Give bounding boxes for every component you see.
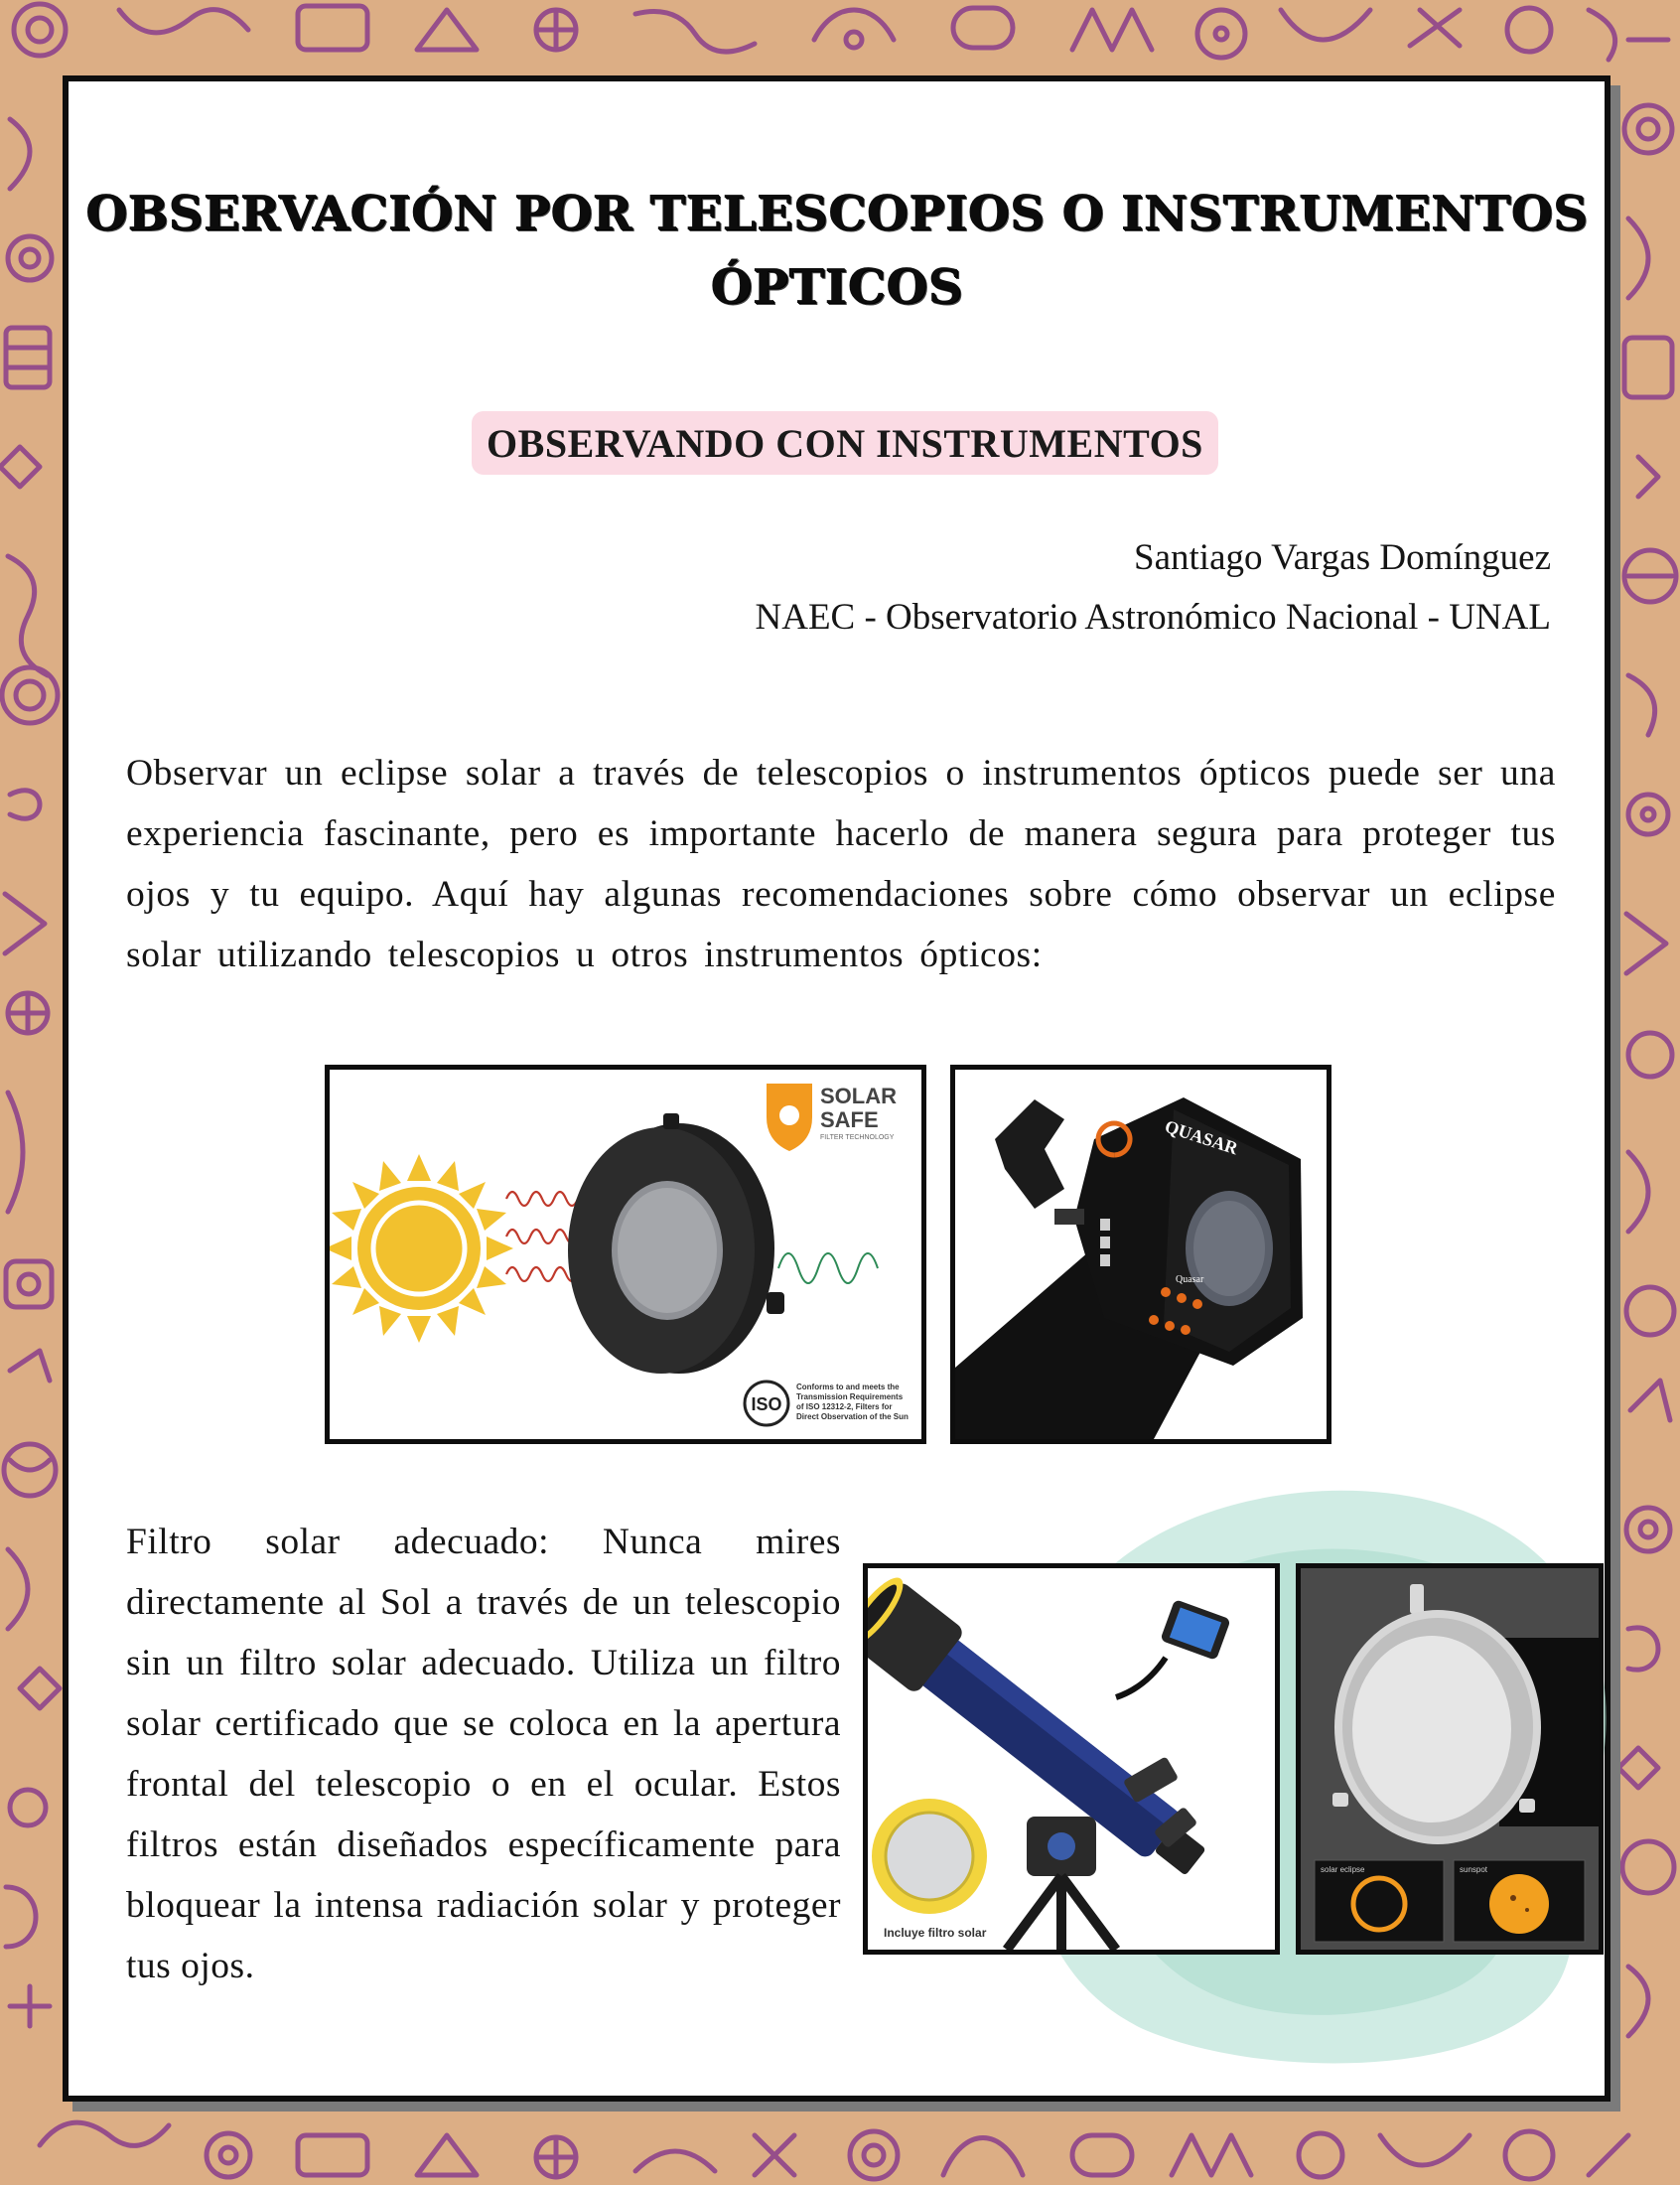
solar-filter-paragraph: Filtro solar adecuado: Nunca mires directamente al Sol a través de un telescopio sin un filtro solar adecuado. Utiliza un filtro solar certificado que se coloca en la apertura frontal del telescopio o en el ocular. Estos filtros están diseñados específicamente para bloquear la intensa radiación solar y proteger tus ojos. <box>126 1522 841 1986</box>
content-page <box>63 75 1610 2102</box>
silver-solar-filter-image <box>1296 1563 1604 1955</box>
section-label: OBSERVANDO CON INSTRUMENTOS <box>472 411 1218 475</box>
solar-safe-line-1: SOLAR <box>820 1084 897 1108</box>
page-title <box>69 177 1605 324</box>
iso-note-line-4: Direct Observation of the Sun <box>796 1412 909 1421</box>
page-title-line-2: ÓPTICOS <box>710 259 963 315</box>
iso-note-line-2: Transmission Requirements <box>796 1392 904 1401</box>
author-block <box>756 528 1552 648</box>
solar-filter-diagram-image <box>325 1065 926 1444</box>
iso-note-line-1: Conforms to and meets the <box>796 1383 900 1391</box>
quasar-filter-telescope-image <box>950 1065 1331 1444</box>
quasar-brand: QUASAR <box>1162 1115 1241 1159</box>
thumb-label-sunspot: sunspot <box>1460 1865 1488 1874</box>
author-name: Santiago Vargas Domínguez <box>1134 537 1551 578</box>
author-affiliation: NAEC - Observatorio Astronómico Nacional - UNAL <box>755 597 1551 638</box>
solar-safe-badge-icon <box>767 1084 897 1151</box>
iso-mark-text: ISO <box>751 1394 782 1414</box>
silver-filter-graphic <box>1301 1568 1599 1950</box>
refractor-telescope-image <box>863 1563 1280 1955</box>
refractor-telescope-graphic <box>868 1568 1275 1950</box>
refractor-caption: Incluye filtro solar <box>884 1926 987 1940</box>
intro-paragraph: Observar un eclipse solar a través de telescopios o instrumentos ópticos puede ser una experiencia fascinante, pero es importante hacerlo de manera segura para proteger tus ojos y tu equipo. Aquí hay algunas recomendaciones sobre cómo observar un eclipse solar utilizando telescopios u otros instrumentos ópticos: <box>126 753 1556 975</box>
iso-note-line-3: of ISO 12312-2, Filters for <box>796 1402 893 1411</box>
page-title-line-1: OBSERVACIÓN POR TELESCOPIOS O INSTRUMENTOS <box>85 186 1588 241</box>
quasar-filter-graphic <box>955 1070 1327 1439</box>
quasar-brand-small: Quasar <box>1176 1274 1204 1285</box>
solar-safe-line-3: FILTER TECHNOLOGY <box>820 1134 895 1141</box>
thumb-label-eclipse: solar eclipse <box>1321 1865 1365 1874</box>
solar-safe-line-2: SAFE <box>820 1107 879 1132</box>
solar-filter-diagram-graphic <box>330 1070 921 1439</box>
